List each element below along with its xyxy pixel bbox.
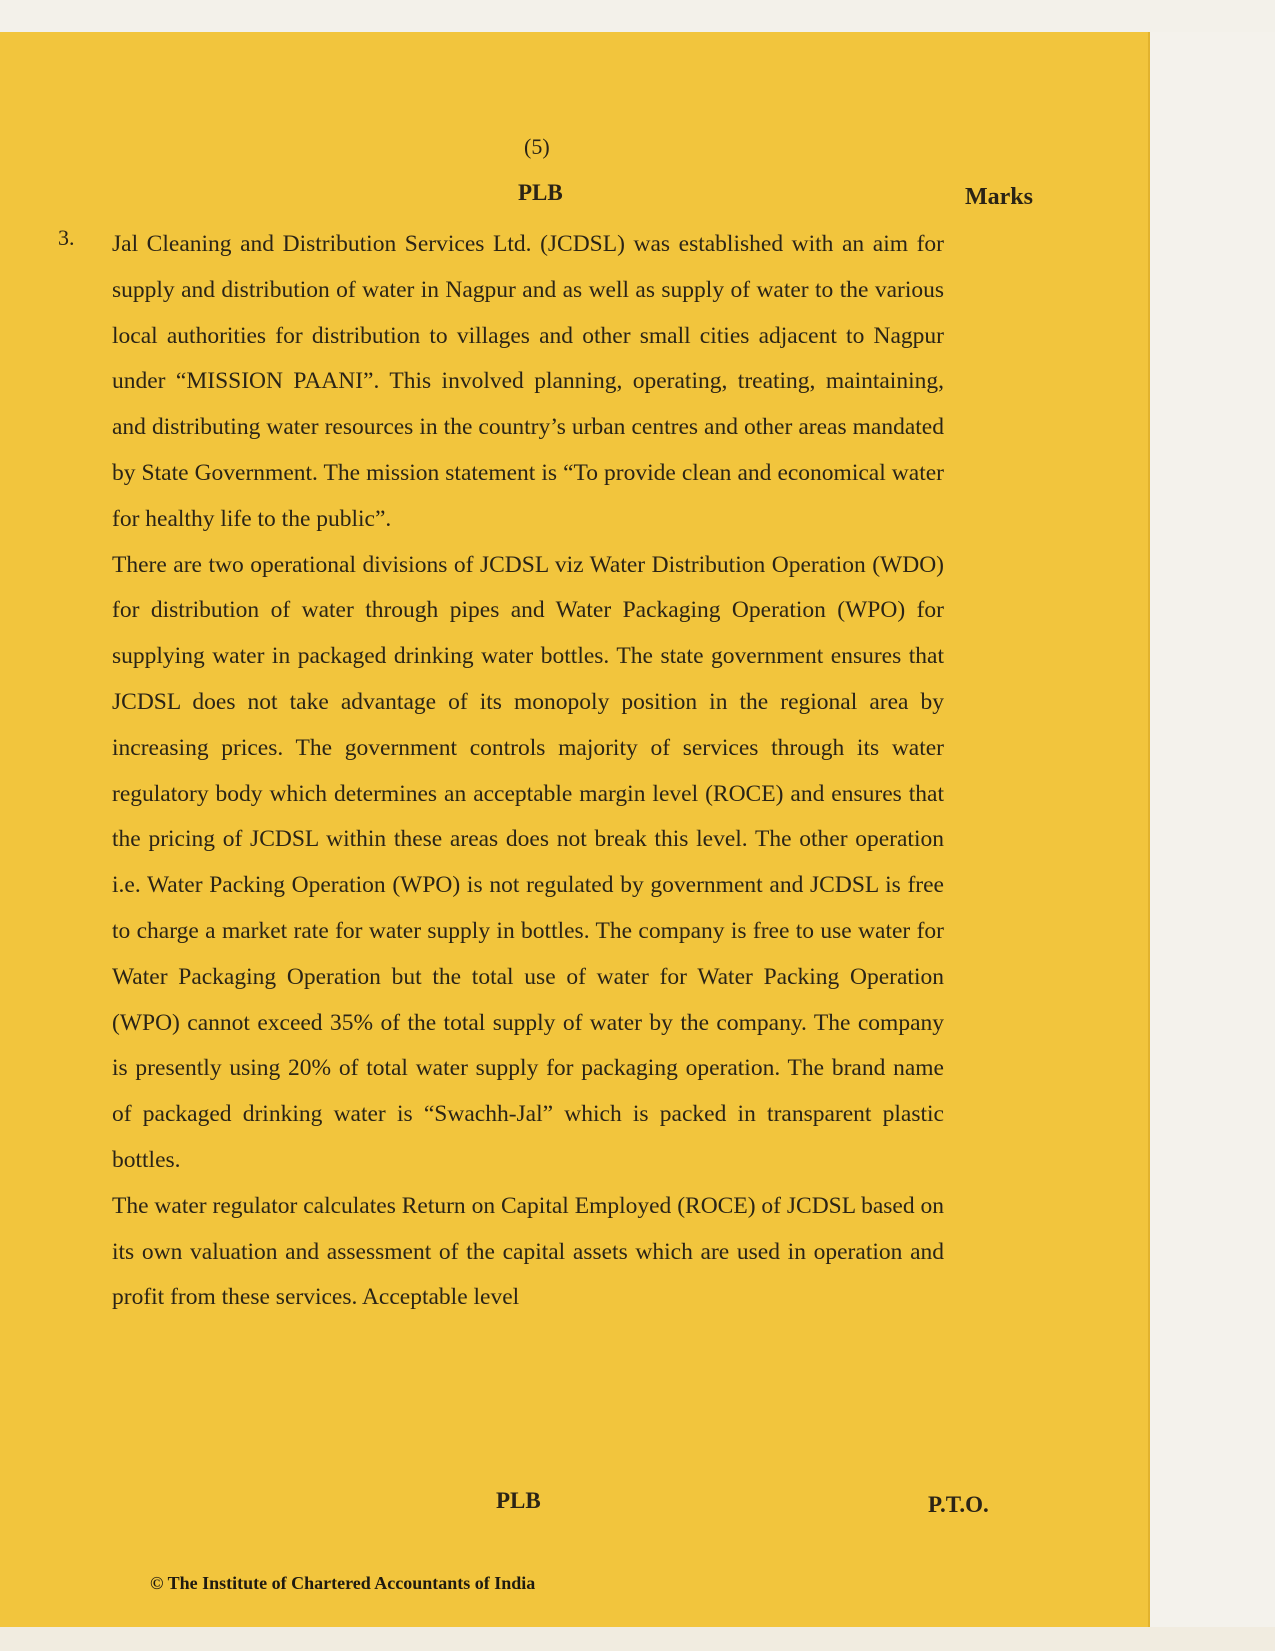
question-number: 3. [58,225,75,250]
question-paragraph: The water regulator calculates Return on Capital Employed (ROCE) of JCDSL based on its own valuation and assessment of the capital assets which are used in operation and profit from these services. Acceptable level [112,1192,944,1311]
question-paragraph: There are two operational divisions of JCDSL viz Water Distribution Operation (WDO) for distribution of water through pipes and Water Packaging Operation (WPO) for supplying water in packaged drinking water bottles. The state government ensures that JCDSL does not take advantage of its monopoly position in the regional area by increasing prices. The government controls majority of services through its water regulatory body which determines an acceptable margin level (ROCE) and ensures that the pricing of JCDSL within these areas does not break this level. The other operation i.e. Water Packing Operation (WPO) is not regulated by government and JCDSL is free to charge a market rate for water supply in bottles. The company is free to use water for Water Packaging Operation but the total use of water for Water Packing Operation (WPO) cannot exceed 35% of the total supply of water by the company. The company is presently using 20% of total water supply for packaging operation. The brand name of packaged drinking water is “Swachh-Jal” which is packed in transparent plastic bottles. [112,551,944,1173]
paper-code-header: PLB [518,180,563,205]
marks-column-label: Marks [965,184,1033,210]
copyright-notice: © The Institute of Chartered Accountants of India [150,1573,536,1593]
page-margin-right [1148,32,1275,1627]
question-paragraph: Jal Cleaning and Distribution Services Ltd. (JCDSL) was established with an aim for supply and distribution of water in Nagpur and as well as supply of water to the various local authorities for distribution to villages and other small cities adjacent to Nagpur under “MISSION PAANI”. This involved planning, operating, treating, maintaining, and distributing water resources in the country’s urban centres and other areas mandated by State Government. The mission statement is “To provide clean and economical water for healthy life to the public”. [112,231,944,532]
paper-code-footer: PLB [496,1488,541,1513]
page-number: (5) [524,134,550,159]
pto-label: P.T.O. [928,1492,989,1517]
page-margin-bottom [0,1627,1275,1651]
question-body [112,222,944,1321]
